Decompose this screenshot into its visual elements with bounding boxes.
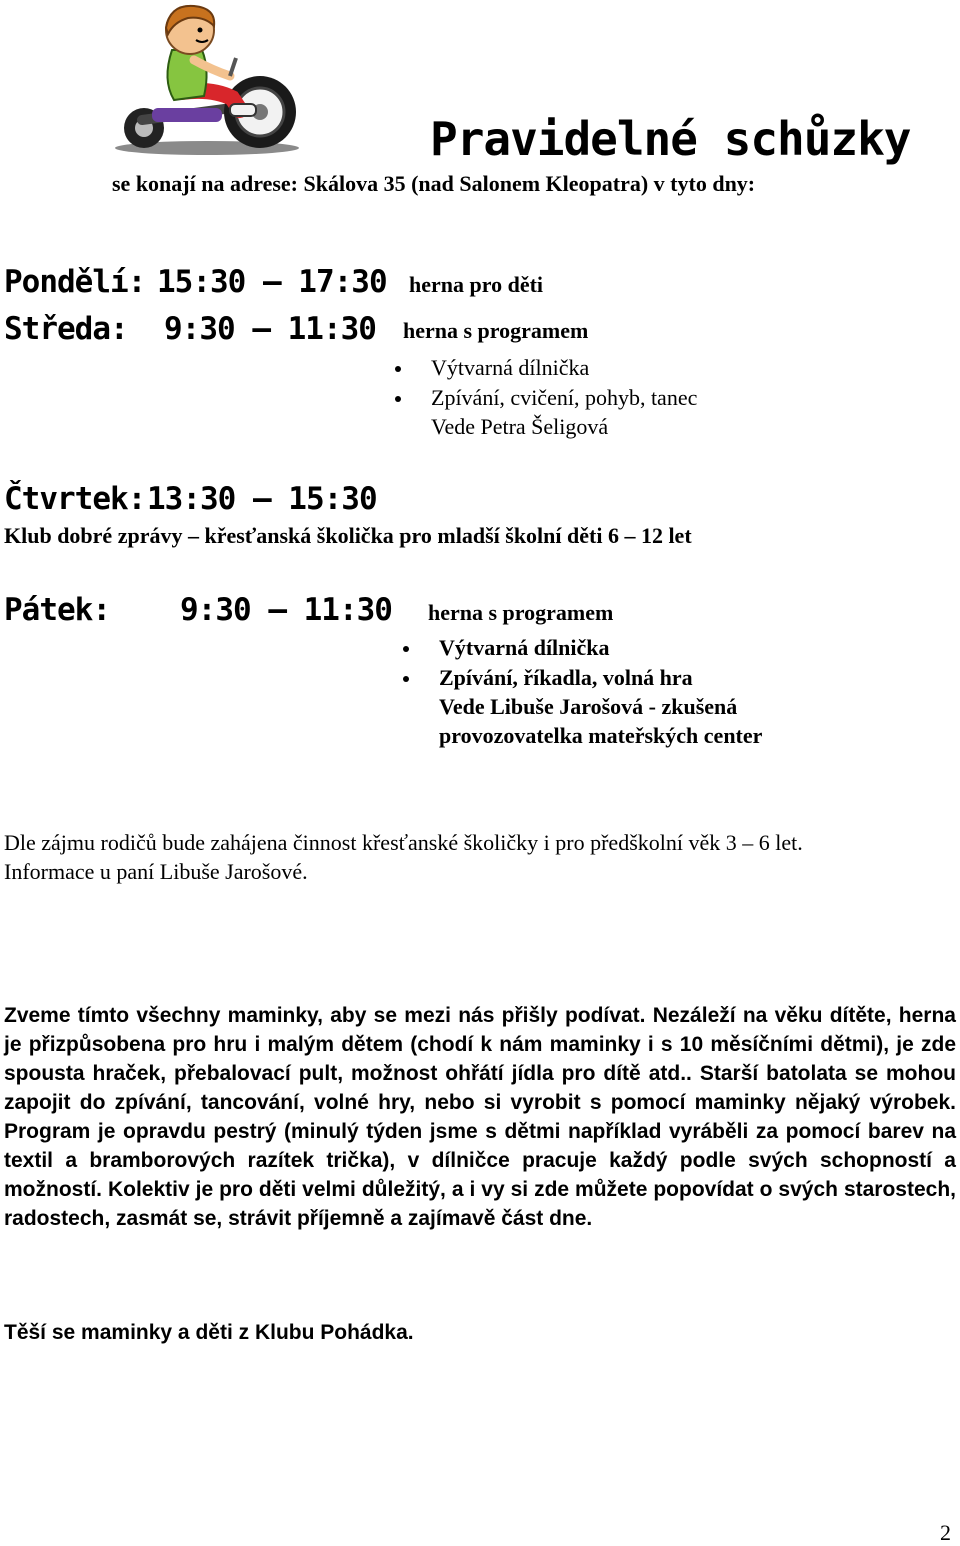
friday-desc: herna s programem <box>428 600 614 625</box>
note <box>4 828 944 886</box>
wednesday-leader: Vede Petra Šeligová <box>431 414 609 439</box>
thursday-label: Čtvrtek: <box>4 481 146 517</box>
friday-leader-detail: provozovatelka mateřských center <box>439 723 763 748</box>
bullet-icon <box>395 366 401 372</box>
thursday-time: 13:30 – 15:30 <box>147 481 377 517</box>
monday-label: Pondělí: <box>4 264 146 300</box>
wednesday-item: Výtvarná dílnička <box>431 355 590 380</box>
wednesday-item: Zpívání, cvičení, pohyb, tanec <box>431 385 698 410</box>
page-number: 2 <box>940 1520 951 1545</box>
closing-line: Těší se maminky a děti z Klubu Pohádka. <box>4 1321 414 1344</box>
note-line: Informace u paní Libuše Jarošové. <box>4 859 308 884</box>
child-on-tricycle-icon <box>112 0 312 158</box>
friday-item: Výtvarná dílnička <box>439 635 610 660</box>
monday-desc: herna pro děti <box>409 272 544 297</box>
page-title: Pravidelné schůzky <box>430 112 911 166</box>
wednesday-label: Středa: <box>4 311 128 347</box>
page-subtitle: se konají na adrese: Skálova 35 (nad Salonem Kleopatra) v tyto dny: <box>112 171 756 196</box>
friday-leader: Vede Libuše Jarošová - zkušená <box>439 694 738 719</box>
bullet-icon <box>403 646 409 652</box>
wednesday-time: 9:30 – 11:30 <box>164 311 376 347</box>
friday-item: Zpívání, říkadla, volná hra <box>439 665 693 690</box>
thursday-desc: Klub dobré zprávy – křesťanská školička pro mladší školní děti 6 – 12 let <box>4 523 692 548</box>
invitation-paragraph: Zveme tímto všechny maminky, aby se mezi nás přišly podívat. Nezáleží na věku dítěte, herna je přizpůsobena pro hru i malým dětem (chodí k nám maminky i s 10 měsíčními dětmi), je zde spousta hraček, přebalovací pult, možnost ohřátí jídla pro dítě atd.. Starší batolata se mohou zapojit do zpívání, tancování, volné hry, nebo si vyrobit s pomocí maminky nějaký výrobek. Program je opravdu pestrý (minulý týden jsme s dětmi například vyráběli za pomocí barev na textil a bramborových razítek trička), v dílničce pracuje každý podle svých schopností a možností. Kolektiv je pro děti velmi důležitý, a i vy si zde můžete popovídat o svých starostech, radostech, zasmát se, strávit příjemně a zajímavě část dne. <box>4 1004 956 1230</box>
wednesday-desc: herna s programem <box>403 318 589 343</box>
bullet-icon <box>395 396 401 402</box>
friday-label: Pátek: <box>4 592 110 628</box>
friday-time: 9:30 – 11:30 <box>180 592 392 628</box>
note-line: Dle zájmu rodičů bude zahájena činnost křesťanské školičky i pro předškolní věk 3 – 6 let. <box>4 830 803 855</box>
bullet-icon <box>403 676 409 682</box>
monday-time: 15:30 – 17:30 <box>157 264 387 300</box>
